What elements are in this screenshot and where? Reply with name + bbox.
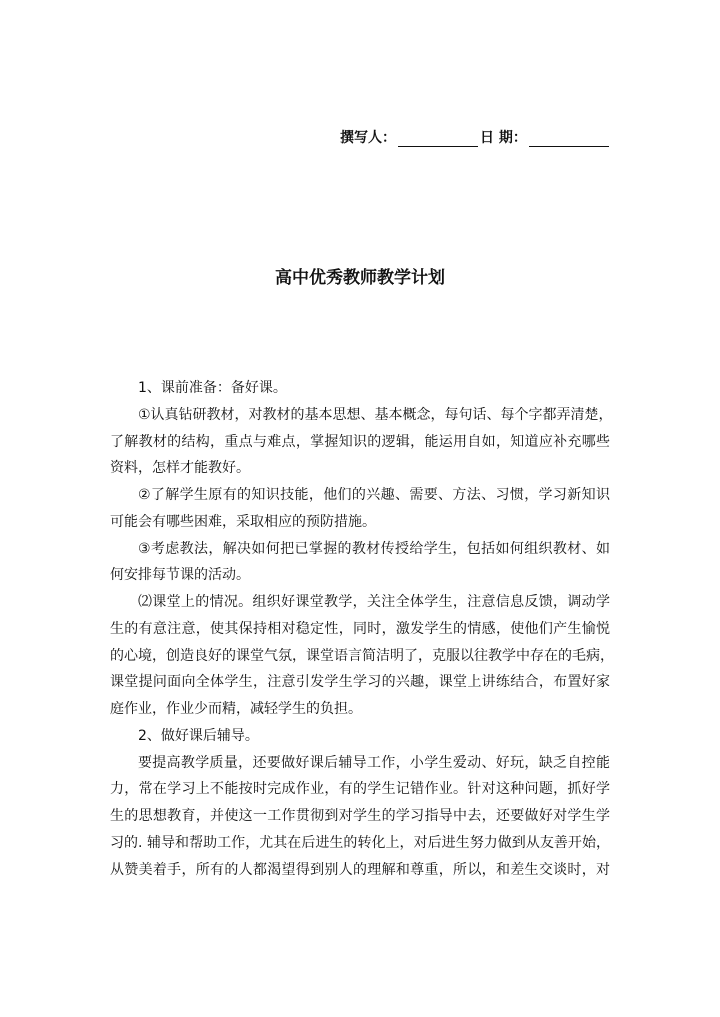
text-line: 生的思想教育，并使这一工作贯彻到对学生的学习指导中去，还要做好对学生学 xyxy=(110,808,610,824)
text-line: 了解教材的结构，重点与难点，掌握知识的逻辑，能运用自如，知道应补充哪些 xyxy=(110,433,610,450)
text-line: ①认真钻研教材，对教材的基本思想、基本概念，每句话、每个字都弄清楚， xyxy=(138,406,613,423)
text-line: 要提高教学质量，还要做好课后辅导工作，小学生爱动、好玩，缺乏自控能 xyxy=(138,754,610,771)
text-line: 习的. 辅导和帮助工作，尤其在后进生的转化上，对后进生努力做到从友善开始， xyxy=(110,834,610,851)
text-line: ⑵课堂上的情况。组织好课堂教学，关注全体学生，注意信息反馈，调动学 xyxy=(138,594,610,610)
text-line: 力，常在学习上不能按时完成作业，有的学生记错作业。针对这种问题，抓好学 xyxy=(110,781,610,798)
text-line: 的心境，创造良好的课堂气氛，课堂语言简洁明了，克服以往教学中存在的毛病， xyxy=(110,647,614,664)
text-line: 资料，怎样才能教好。 xyxy=(110,460,250,477)
author-blank xyxy=(398,132,478,147)
author-date-header xyxy=(340,127,611,147)
text-line: 1、课前准备：备好课。 xyxy=(138,380,287,396)
text-line: ③考虑教法，解决如何把已掌握的教材传授给学生，包括如何组织教材、如 xyxy=(138,540,610,557)
text-line: 何安排每节课的活动。 xyxy=(110,567,250,584)
author-label: 撰写人： xyxy=(340,130,396,146)
date-label: 日 期： xyxy=(480,130,527,146)
text-line: ②了解学生原有的知识技能，他们的兴趣、需要、方法、习惯，学习新知识 xyxy=(138,487,610,503)
text-line: 可能会有哪些困难，采取相应的预防措施。 xyxy=(110,513,376,530)
text-line: 从赞美着手，所有的人都渴望得到别人的理解和尊重，所以，和差生交谈时，对 xyxy=(110,861,610,878)
text-line: 2、做好课后辅导。 xyxy=(138,727,259,744)
text-line: 生的有意注意，使其保持相对稳定性，同时，激发学生的情感，使他们产生愉悦 xyxy=(110,620,610,637)
text-line: 庭作业，作业少而精，减轻学生的负担。 xyxy=(110,701,362,717)
text-line: 课堂提问面向全体学生，注意引发学生学习的兴趣，课堂上讲练结合，布置好家 xyxy=(110,674,610,691)
date-blank xyxy=(529,132,609,147)
document-title: 高中优秀教师教学计划 xyxy=(275,268,445,288)
document-body xyxy=(110,375,614,883)
